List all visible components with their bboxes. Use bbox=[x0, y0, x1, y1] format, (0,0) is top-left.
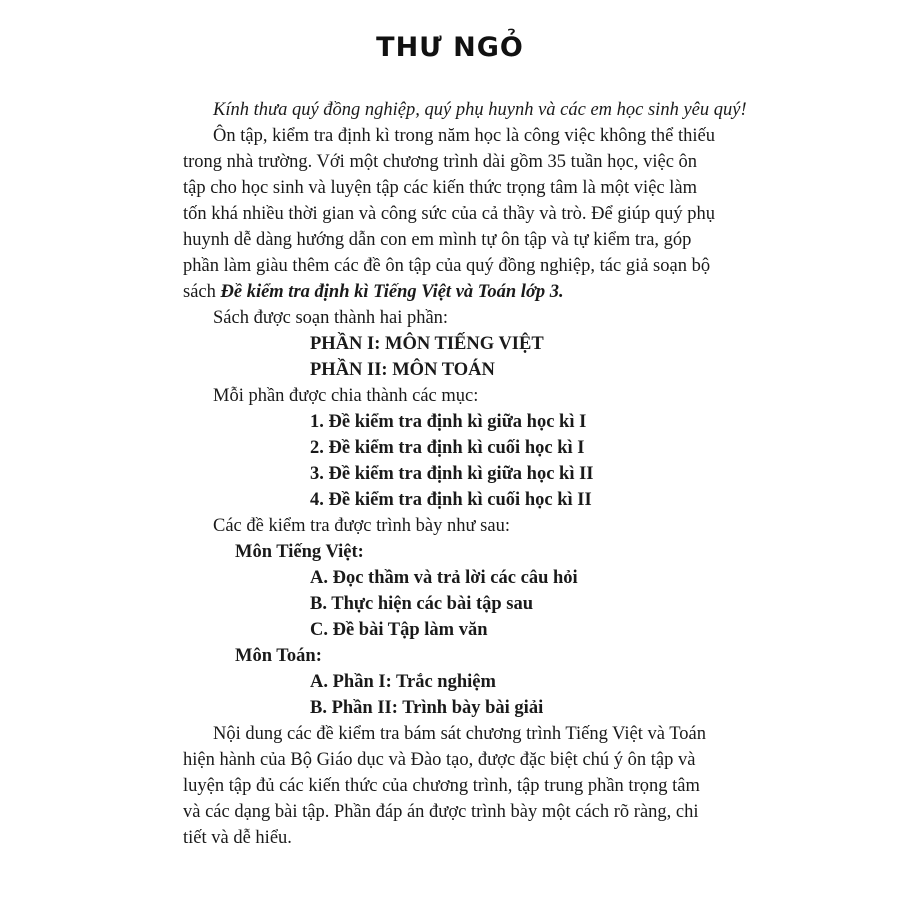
math-heading: Môn Toán: bbox=[235, 646, 322, 666]
intro-last-prefix: sách bbox=[183, 282, 221, 302]
page-title: THƯ NGỎ bbox=[376, 32, 524, 63]
closing-line: và các dạng bài tập. Phần đáp án được trình bày một cách rõ ràng, chi bbox=[183, 802, 699, 822]
section-item: 2. Đề kiểm tra định kì cuối học kì I bbox=[310, 438, 585, 458]
closing-line: luyện tập đủ các kiến thức của chương trình, tập trung phần trọng tâm bbox=[183, 776, 700, 796]
section-item: 4. Đề kiểm tra định kì cuối học kì II bbox=[310, 490, 592, 510]
closing-line: Nội dung các đề kiểm tra bám sát chương trình Tiếng Việt và Toán bbox=[213, 724, 707, 744]
intro-line: tập cho học sinh và luyện tập các kiến thức trọng tâm là một việc làm bbox=[183, 178, 697, 198]
vietnamese-item: A. Đọc thầm và trả lời các câu hỏi bbox=[310, 568, 578, 588]
part-heading: PHẦN II: MÔN TOÁN bbox=[310, 360, 495, 380]
part-heading: PHẦN I: MÔN TIẾNG VIỆT bbox=[310, 334, 544, 354]
math-item: A. Phần I: Trắc nghiệm bbox=[310, 672, 496, 692]
parts-intro: Sách được soạn thành hai phần: bbox=[213, 308, 449, 328]
vietnamese-item: B. Thực hiện các bài tập sau bbox=[310, 594, 534, 614]
section-item: 1. Đề kiểm tra định kì giữa học kì I bbox=[310, 412, 587, 432]
intro-line: trong nhà trường. Với một chương trình dài gồm 35 tuần học, việc ôn bbox=[183, 152, 698, 172]
closing-last-line: tiết và dễ hiểu. bbox=[183, 828, 292, 848]
section-item: 3. Đề kiểm tra định kì giữa học kì II bbox=[310, 464, 594, 484]
math-item: B. Phần II: Trình bày bài giải bbox=[310, 698, 544, 718]
intro-line: Ôn tập, kiểm tra định kì trong năm học là công việc không thể thiếu bbox=[213, 126, 715, 146]
vietnamese-item: C. Đề bài Tập làm văn bbox=[310, 620, 488, 640]
format-intro: Các đề kiểm tra được trình bày như sau: bbox=[213, 516, 510, 536]
greeting: Kính thưa quý đồng nghiệp, quý phụ huynh và các em học sinh yêu quý! bbox=[213, 100, 747, 120]
intro-line: huynh dễ dàng hướng dẫn con em mình tự ôn tập và tự kiểm tra, góp bbox=[183, 230, 692, 250]
intro-last-line bbox=[183, 279, 564, 305]
book-title: Đề kiểm tra định kì Tiếng Việt và Toán lớp 3. bbox=[220, 282, 564, 302]
closing-line: hiện hành của Bộ Giáo dục và Đào tạo, được đặc biệt chú ý ôn tập và bbox=[183, 750, 696, 770]
sections-intro: Mỗi phần được chia thành các mục: bbox=[213, 386, 479, 406]
intro-line: phần làm giàu thêm các đề ôn tập của quý đồng nghiệp, tác giả soạn bộ bbox=[183, 256, 711, 276]
vietnamese-heading: Môn Tiếng Việt: bbox=[235, 542, 364, 562]
intro-line: tốn khá nhiều thời gian và công sức của cả thầy và trò. Để giúp quý phụ bbox=[183, 204, 716, 224]
